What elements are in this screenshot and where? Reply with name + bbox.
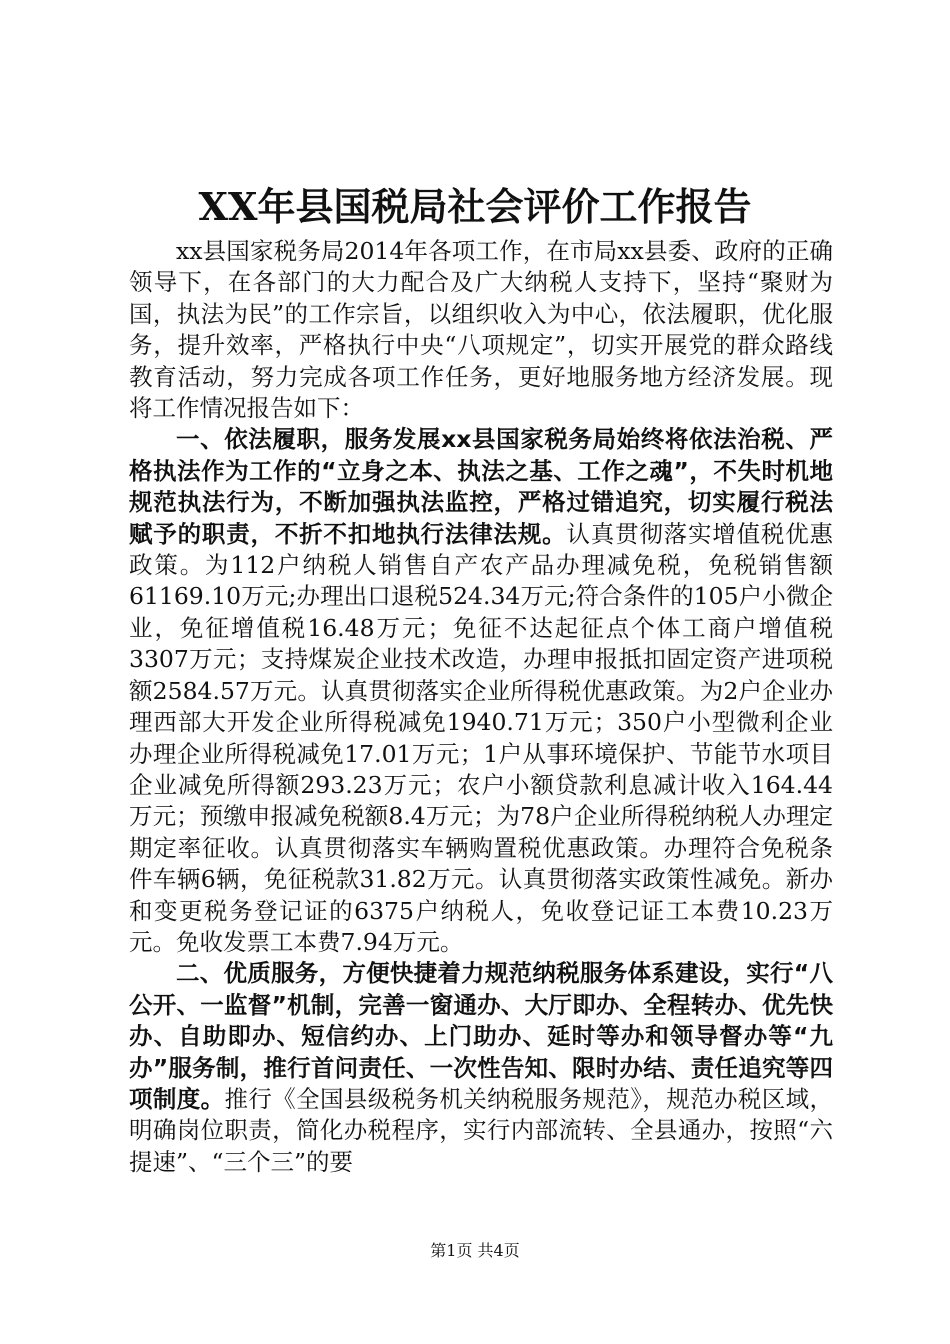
section-2-heading: 二、优质服务，方便快捷着力规范纳税服务体系建设，实行“八公开、一监督”机制，完善一窗通办、大厅即办、全程转办、优先快办、自助即办、短信约办、上门助办、延时等办和领导督办等“九办”服务制，推行首问责任、一次性告知、限时办结、责任追究等四项制度。	[129, 959, 833, 1113]
section-1-heading: 一、依法履职，服务发展xx县国家税务局始终将依法治税、严格执法作为工作的“立身之本、执法之基、工作之魂”，不失时机地规范执法行为，不断加强执法监控，严格过错追究，切实履行税法赋予的职责，不折不扣地执行法律法规。	[129, 425, 833, 548]
section-2-paragraph	[129, 958, 833, 1178]
section-1-text: 认真贯彻落实增值税优惠政策。为112户纳税人销售自产农产品办理减免税，免税销售额61169.10万元;办理出口退税524.34万元;符合条件的105户小微企业，免征增值税16.48万元；免征不达起征点个体工商户增值税3307万元；支持煤炭企业技术改造，办理申报抵扣固定资产进项税额2584.57万元。认真贯彻落实企业所得税优惠政策。为2户企业办理西部大开发企业所得税减免1940.71万元；350户小型微利企业办理企业所得税减免17.01万元；1户从事环境保护、节能节水项目企业减免所得额293.23万元；农户小额贷款利息减计收入164.44万元；预缴申报减免税额8.4万元；为78户企业所得税纳税人办理定期定率征收。认真贯彻落实车辆购置税优惠政策。办理符合免税条件车辆6辆，免征税款31.82万元。认真贯彻落实政策性减免。新办和变更税务登记证的6375户纳税人，免收登记证工本费10.23万元。免收发票工本费7.94万元。	[129, 519, 834, 956]
intro-paragraph	[129, 236, 833, 424]
section-2-text: 推行《全国县级税务机关纳税服务规范》，规范办税区域，明确岗位职责，简化办税程序，实行内部流转、全县通办，按照“六提速”、“三个三”的要	[129, 1084, 834, 1176]
document-body	[129, 236, 833, 1178]
page-footer: 第1页 共4页	[430, 1241, 520, 1260]
intro-paragraph-text: xx县国家税务局2014年各项工作，在市局xx县委、政府的正确领导下，在各部门的大力配合及广大纳税人支持下，坚持“聚财为国，执法为民”的工作宗旨，以组织收入为中心，依法履职，优化服务，提升效率，严格执行中央“八项规定”，切实开展党的群众路线教育活动，努力完成各项工作任务，更好地服务地方经济发展。现将工作情况报告如下：	[129, 237, 833, 423]
section-1-paragraph	[129, 424, 833, 958]
document-title: XX年县国税局社会评价工作报告	[198, 184, 752, 229]
